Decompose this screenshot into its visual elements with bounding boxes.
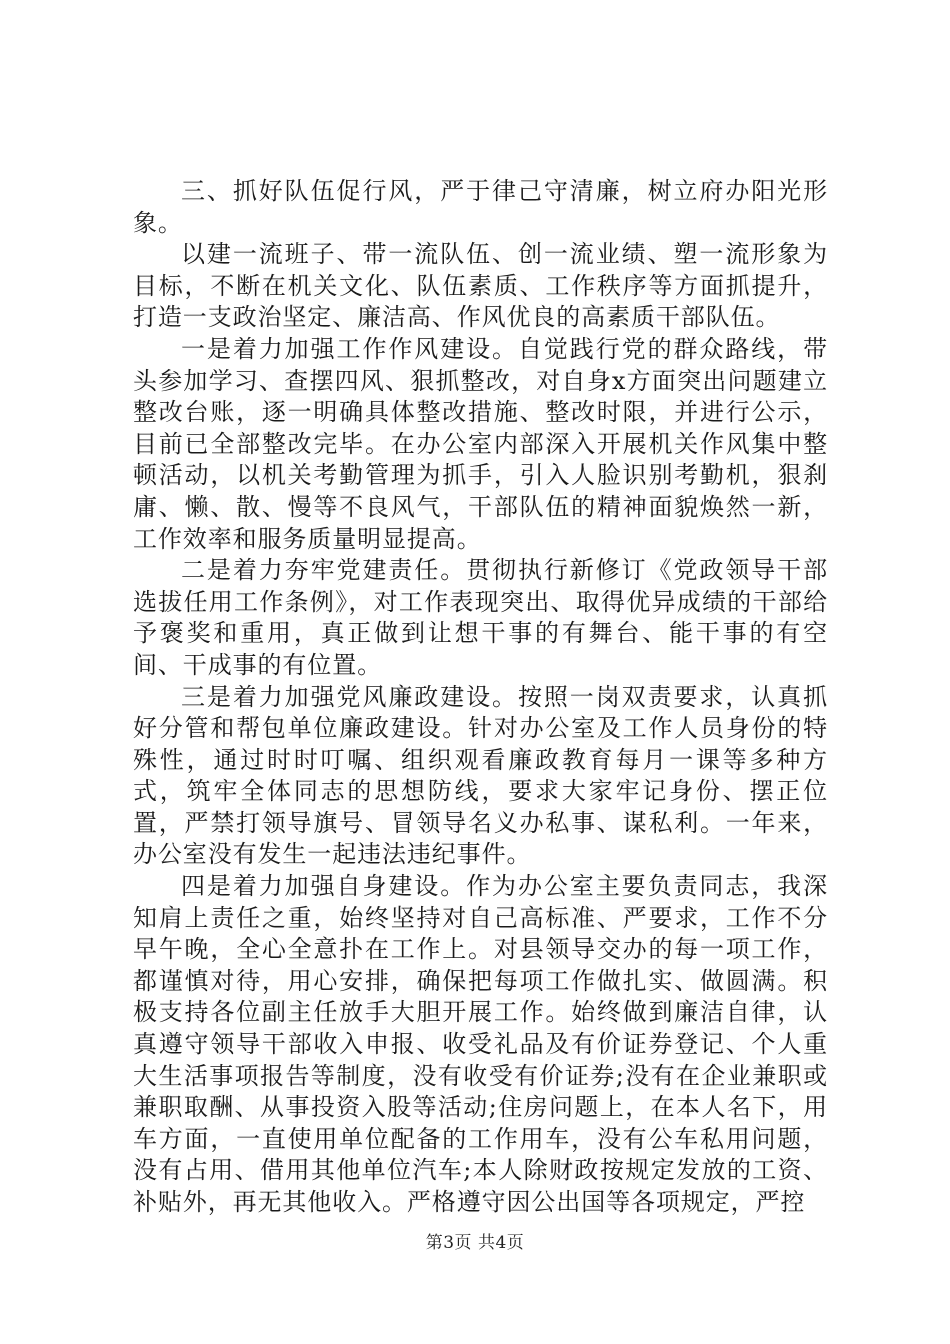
- paragraph: 以建一流班子、带一流队伍、创一流业绩、塑一流形象为目标，不断在机关文化、队伍素质、工作秩序等方面抓提升，打造一支政治坚定、廉洁高、作风优良的高素质干部队伍。: [133, 240, 828, 332]
- paragraph: 三是着力加强党风廉政建设。按照一岗双责要求，认真抓好分管和帮包单位廉政建设。针对办公室及工作人员身份的特殊性，通过时时叮嘱、组织观看廉政教育每月一课等多种方式，筑牢全体同志的思想防线，要求大家牢记身份、摆正位置，严禁打领导旗号、冒领导名义办私事、谋私利。一年来，办公室没有发生一起违法违纪事件。: [133, 682, 828, 869]
- section-heading: 三、抓好队伍促行风，严于律己守清廉，树立府办阳光形象。: [133, 177, 828, 237]
- paragraph: 四是着力加强自身建设。作为办公室主要负责同志，我深知肩上责任之重，始终坚持对自己高标准、严要求，工作不分早午晚，全心全意扑在工作上。对县领导交办的每一项工作，都谨慎对待，用心安排，确保把每项工作做扎实、做圆满。积极支持各位副主任放手大胆开展工作。始终做到廉洁自律，认真遵守领导干部收入申报、收受礼品及有价证券登记、个人重大生活事项报告等制度，没有收受有价证券;没有在企业兼职或兼职取酬、从事投资入股等活动;住房问题上，在本人名下，用车方面，一直使用单位配备的工作用车，没有公车私用问题，没有占用、借用其他单位汽车;本人除财政按规定发放的工资、补贴外，再无其他收入。严格遵守因公出国等各项规定，严控: [133, 872, 828, 1216]
- paragraph: 一是着力加强工作作风建设。自觉践行党的群众路线，带头参加学习、查摆四风、狠抓整改，对自身x方面突出问题建立整改台账，逐一明确具体整改措施、整改时限，并进行公示，目前已全部整改完毕。在办公室内部深入开展机关作风集中整顿活动，以机关考勤管理为抓手，引入人脸识别考勤机，狠刹庸、懒、散、慢等不良风气，干部队伍的精神面貌焕然一新，工作效率和服务质量明显提高。: [133, 334, 828, 553]
- document-body: [133, 176, 828, 1219]
- page-number-footer: 第3页 共4页: [425, 1233, 525, 1253]
- paragraph: 二是着力夯牢党建责任。贯彻执行新修订《党政领导干部选拔任用工作条例》，对工作表现突出、取得优异成绩的干部给予褒奖和重用，真正做到让想干事的有舞台、能干事的有空间、干成事的有位置。: [133, 556, 828, 679]
